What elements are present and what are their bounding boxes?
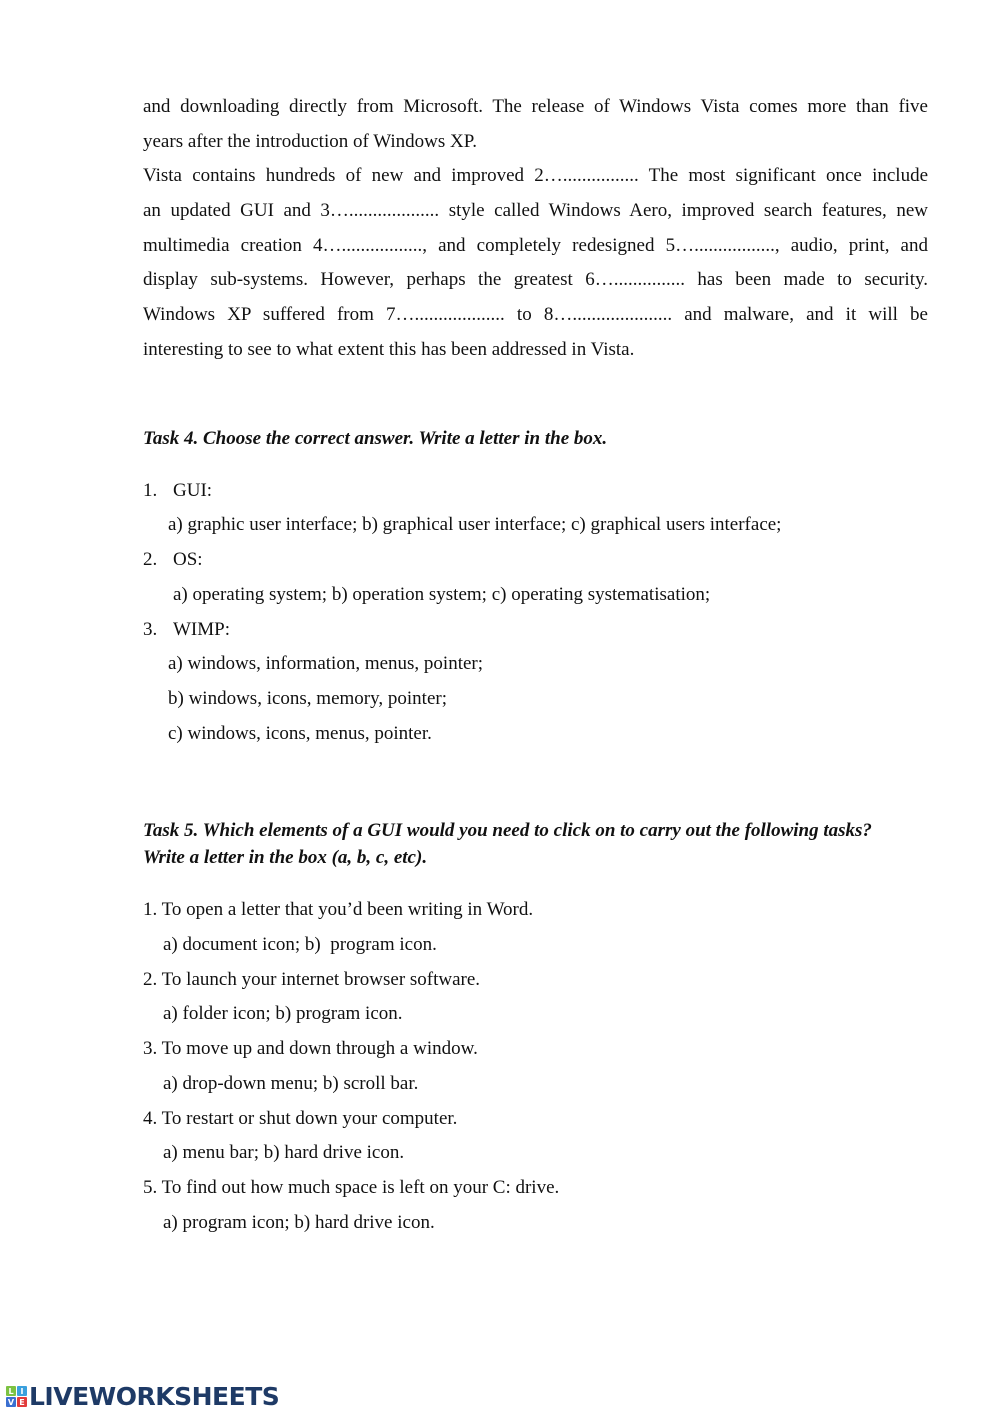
task4-options-2: a) operating system; b) operation system; c) operating systematisation; bbox=[173, 584, 711, 605]
task4-option-3c: c) windows, icons, menus, pointer. bbox=[168, 723, 432, 744]
task5-question-2: 2. To launch your internet browser software. bbox=[143, 969, 481, 990]
logo-tile: E bbox=[17, 1397, 27, 1407]
task5-question-4: 4. To restart or shut down your computer. bbox=[143, 1108, 458, 1129]
task5-question-1: 1. To open a letter that you’d been writing in Word. bbox=[143, 899, 534, 920]
passage-line: Windows XP suffered from 7…................... to 8…..................... and malware, and it will be bbox=[143, 304, 928, 326]
logo-tile: I bbox=[17, 1386, 27, 1396]
logo-tile: V bbox=[7, 1397, 15, 1407]
task5-options-4: a) menu bar; b) hard drive icon. bbox=[163, 1142, 405, 1163]
task4-option-3a: a) windows, information, menus, pointer; bbox=[168, 653, 484, 674]
passage bbox=[143, 90, 928, 368]
task5-options-5: a) program icon; b) hard drive icon. bbox=[163, 1212, 435, 1233]
passage-line: Vista contains hundreds of new and improved 2…................ The most significant once include bbox=[143, 165, 928, 187]
task4-heading: Task 4. Choose the correct answer. Write a letter in the box. bbox=[143, 428, 608, 449]
task4-question-2: 2. OS: bbox=[143, 549, 203, 570]
task4-option-3b: b) windows, icons, memory, pointer; bbox=[168, 688, 447, 709]
logo-tiles-icon bbox=[6, 1386, 27, 1407]
logo-tile: L bbox=[6, 1386, 16, 1396]
passage-line: and downloading directly from Microsoft. The release of Windows Vista comes more than five bbox=[143, 96, 928, 117]
task5-options-3: a) drop-down menu; b) scroll bar. bbox=[163, 1073, 419, 1094]
task5-options-2: a) folder icon; b) program icon. bbox=[163, 1003, 403, 1024]
passage-line: years after the introduction of Windows XP. bbox=[143, 130, 477, 152]
passage-line: multimedia creation 4…................., and completely redesigned 5…................., audio, print, and bbox=[143, 234, 928, 256]
passage-line: interesting to see to what extent this has been addressed in Vista. bbox=[143, 338, 635, 360]
task5-heading-line1: Task 5. Which elements of a GUI would you need to click on to carry out the following tasks? bbox=[143, 820, 872, 841]
task4-options-1: a) graphic user interface; b) graphical user interface; c) graphical users interface; bbox=[168, 514, 782, 535]
task4-question-3: 3. WIMP: bbox=[143, 619, 230, 640]
liveworksheets-logo bbox=[6, 1382, 279, 1411]
passage-line: an updated GUI and 3…................... style called Windows Aero, improved search features, new bbox=[143, 200, 928, 222]
passage-line: display sub-systems. However, perhaps the greatest 6…............... has been made to security. bbox=[143, 269, 928, 291]
task5-heading-line2: Write a letter in the box (a, b, c, etc). bbox=[143, 847, 428, 868]
task5-question-3: 3. To move up and down through a window. bbox=[143, 1038, 478, 1059]
task4-question-1: 1. GUI: bbox=[143, 480, 213, 501]
task5-options-1: a) document icon; b) program icon. bbox=[163, 934, 437, 955]
brand-name: LIVEWORKSHEETS bbox=[29, 1382, 280, 1411]
task5-question-5: 5. To find out how much space is left on your C: drive. bbox=[143, 1177, 560, 1198]
